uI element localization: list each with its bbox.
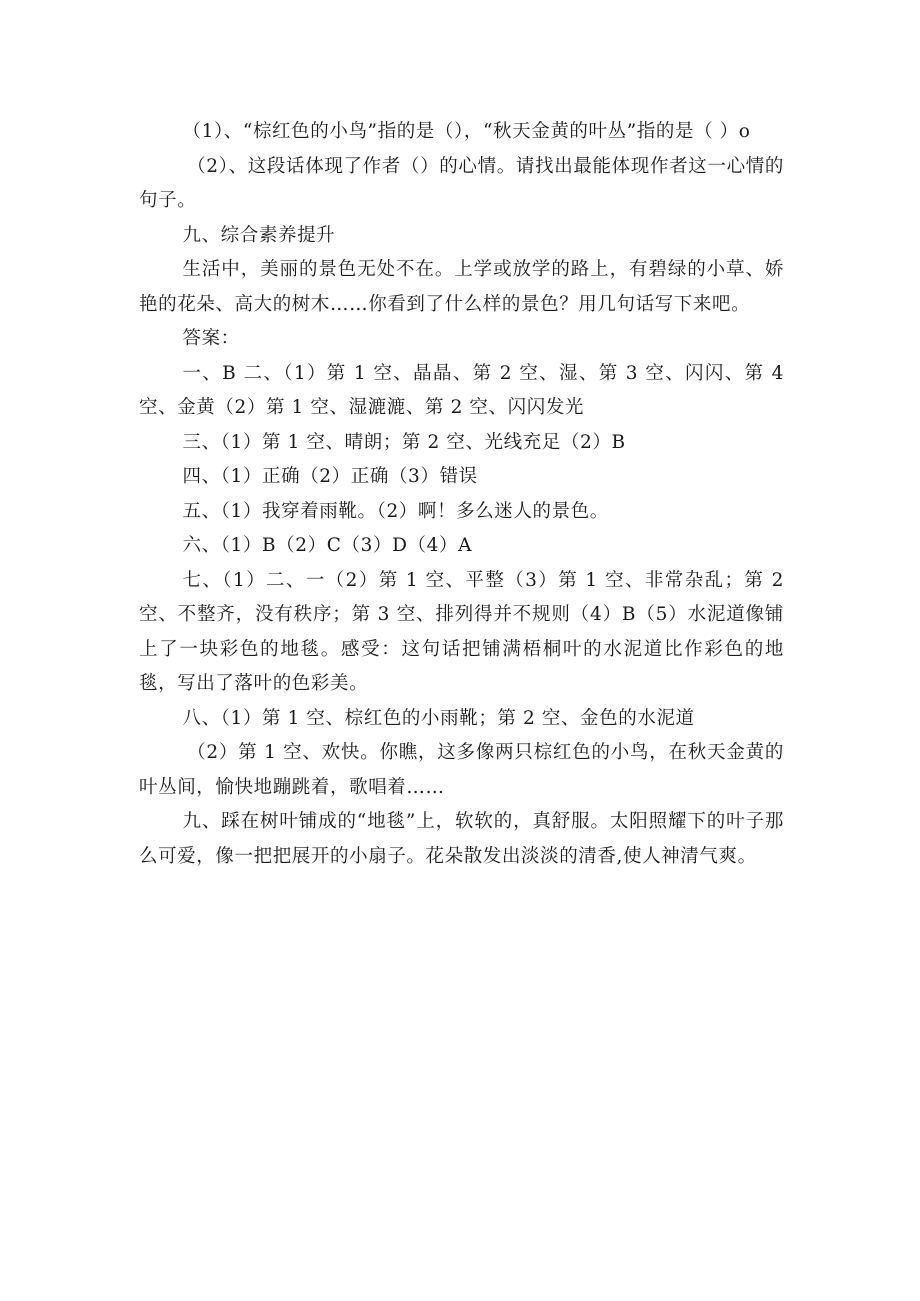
answer-6: 六、（1）B（2）C（3）D（4）A: [182, 535, 473, 556]
answer-8-part-2: （2）第 1 空、欢快。你瞧，这多像两只棕红色的小鸟，在秋天金黄的叶丛间，愉快地蹦跳着，歌唱着……: [139, 742, 784, 798]
question-8-part-2: （2）、这段话体现了作者（）的心情。请找出最能体现作者这一心情的句子。: [139, 155, 784, 211]
answer-1-2: 一、B 二、（1）第 1 空、晶晶、第 2 空、湿、第 3 空、闪闪、第 4 空、金黄（2）第 1 空、湿漉漉、第 2 空、闪闪发光: [139, 362, 784, 418]
answer-7: 七、（1）二、一（2）第 1 空、平整（3）第 1 空、非常杂乱；第 2 空、不整齐，没有秩序；第 3 空、排列得并不规则（4）B（5）水泥道像铺上了一块彩色的地毯。感受：这句话把铺满梧桐叶的水泥道比作彩色的地毯，写出了落叶的色彩美。: [139, 569, 784, 694]
answers-heading: 答案：: [182, 328, 240, 349]
answer-9: 九、踩在树叶铺成的“地毯”上，软软的，真舒服。太阳照耀下的叶子那么可爱，像一把把展开的小扇子。花朵散发出淡淡的清香,使人神清气爽。: [139, 811, 784, 867]
answer-5: 五、（1）我穿着雨靴。（2）啊！多么迷人的景色。: [182, 500, 609, 522]
question-9-prompt: 生活中，美丽的景色无处不在。上学或放学的路上，有碧绿的小草、娇艳的花朵、高大的树木……你看到了什么样的景色？用几句话写下来吧。: [139, 259, 784, 315]
answer-8-part-1: 八、（1）第 1 空、棕红色的小雨靴；第 2 空、金色的水泥道: [182, 707, 695, 729]
answer-3: 三、（1）第 1 空、晴朗；第 2 空、光线充足（2）B: [182, 431, 626, 453]
answer-4: 四、（1）正确（2）正确（3）错误: [182, 466, 478, 487]
question-8-part-1: （1）、“棕红色的小鸟”指的是（），“秋天金黄的叶丛”指的是（ ）o: [182, 121, 751, 142]
section-heading-9: 九、综合素养提升: [182, 224, 336, 246]
document-body: [139, 115, 784, 874]
